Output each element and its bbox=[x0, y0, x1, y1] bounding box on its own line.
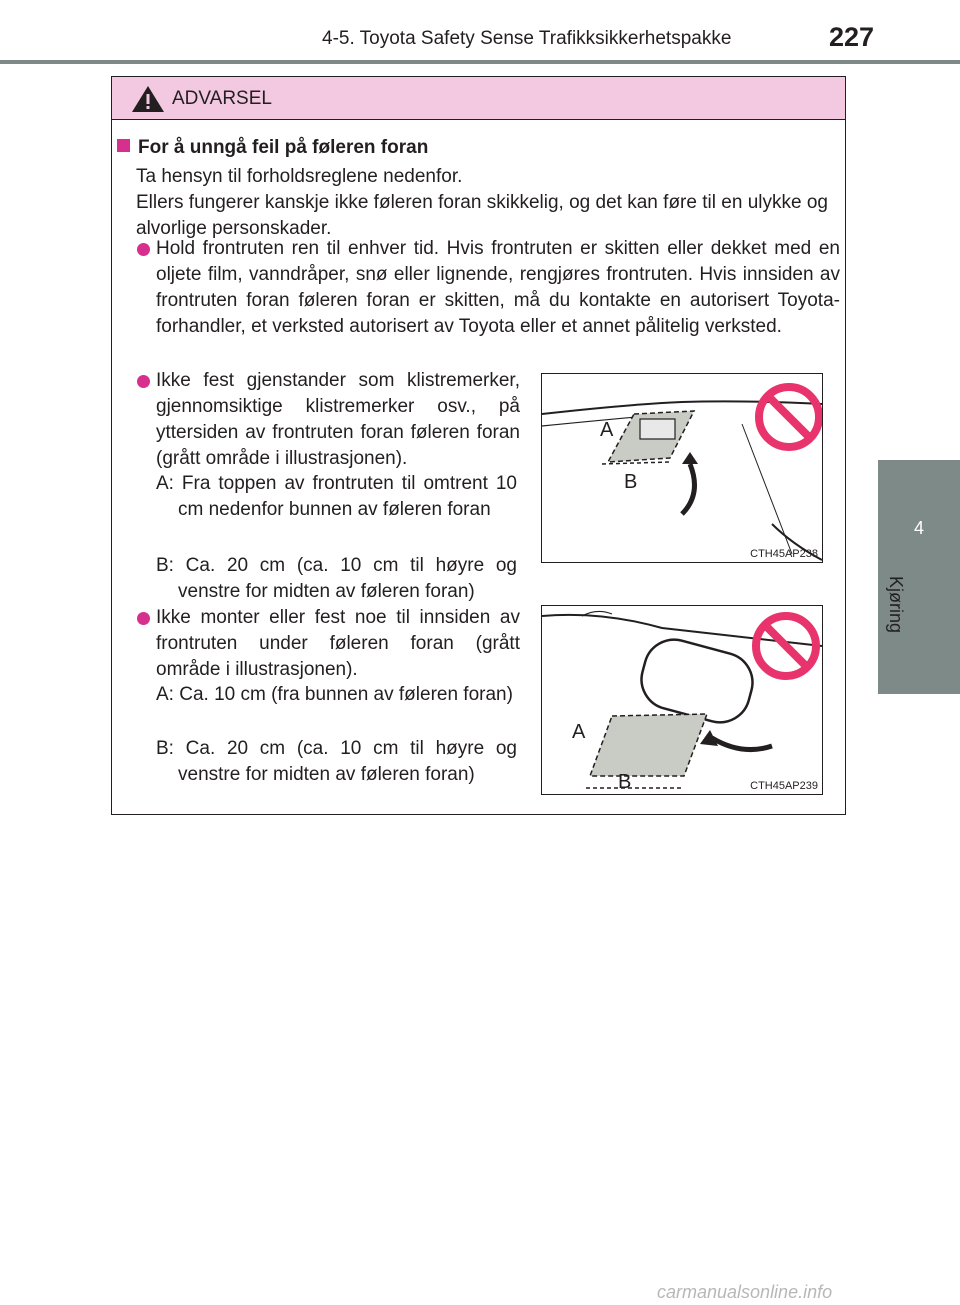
label-a: A bbox=[572, 721, 586, 743]
page-number: 227 bbox=[829, 22, 875, 52]
windshield-outside-illustration bbox=[542, 374, 822, 562]
figure-windshield-outside bbox=[541, 373, 823, 563]
chapter-title: Kjøring bbox=[886, 576, 906, 634]
intro-text: Ta hensyn til forholdsreglene nedenfor. bbox=[136, 166, 463, 187]
item-a-2: A: Ca. 10 cm (fra bunnen av føleren foran) bbox=[156, 684, 513, 705]
bullet-text-1: Hold frontruten ren til enhver tid. Hvis frontruten er skitten eller dekket med en oljete film, vanndråper, snø eller lignende, rengjøres frontruten. Hvis innsiden av frontruten foran føleren foran er skitten, må du kontakte en autorisert Toyota-forhandler, et verksted autorisert av Toyota eller et annet pålitelig verksted. bbox=[156, 238, 840, 337]
figure-code: CTH45AP239 bbox=[750, 780, 818, 792]
item-b-1: B: Ca. 20 cm (ca. 10 cm til høyre og venstre for midten av føleren foran) bbox=[156, 555, 517, 602]
intro-text-2: Ellers fungerer kanskje ikke føleren foran skikkelig, og det kan føre til en ulykke og alvorlige personskader. bbox=[136, 192, 828, 239]
round-bullet-icon bbox=[137, 375, 150, 388]
item-a-1: A: Fra toppen av frontruten til omtrent 10 cm nedenfor bunnen av føleren foran bbox=[156, 473, 517, 520]
windshield-inside-illustration bbox=[542, 606, 822, 794]
warning-header bbox=[112, 77, 845, 120]
label-b: B bbox=[618, 771, 632, 793]
chapter-number: 4 bbox=[913, 518, 924, 538]
watermark: carmanualsonline.info bbox=[657, 1282, 833, 1302]
bullet-text-2: Ikke fest gjenstander som klistremerker, gjennomsiktige klistremerker osv., på yttersiden av frontruten foran føleren foran (grått område i illustrasjonen). bbox=[156, 370, 520, 469]
header-divider bbox=[0, 60, 960, 64]
square-bullet-icon bbox=[117, 139, 130, 152]
item-b-2: B: Ca. 20 cm (ca. 10 cm til høyre og venstre for midten av føleren foran) bbox=[156, 738, 517, 785]
figure-windshield-inside bbox=[541, 605, 823, 795]
section-title: 4-5. Toyota Safety Sense Trafikksikkerhetspakke bbox=[322, 28, 732, 49]
label-a: A bbox=[600, 419, 614, 441]
figure-code: CTH45AP238 bbox=[750, 548, 818, 560]
label-b: B bbox=[624, 471, 638, 493]
warning-triangle-icon bbox=[131, 85, 165, 113]
bullet-text-3: Ikke monter eller fest noe til innsiden av frontruten under føleren foran (grått område i illustrasjonen). bbox=[156, 607, 520, 680]
round-bullet-icon bbox=[137, 243, 150, 256]
warning-label: ADVARSEL bbox=[172, 88, 272, 109]
subheading: For å unngå feil på føleren foran bbox=[117, 137, 428, 159]
round-bullet-icon bbox=[137, 612, 150, 625]
